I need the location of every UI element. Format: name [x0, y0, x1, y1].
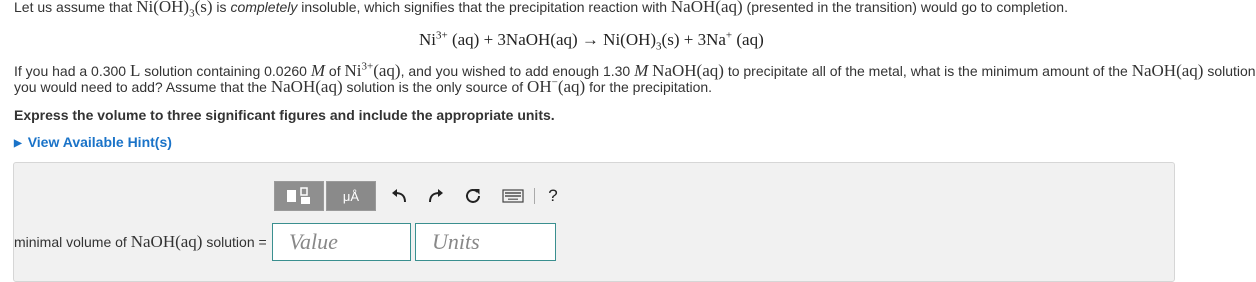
- text: you would need to add? Assume that the: [14, 79, 267, 95]
- formula-part: Ni(OH): [136, 0, 190, 16]
- formula-naoh: NaOH(aq): [130, 232, 203, 251]
- answer-panel: [13, 162, 1175, 282]
- formula-naoh: NaOH(aq): [270, 77, 343, 96]
- text: minimal volume of: [14, 234, 127, 250]
- mu-angstrom-label: μÅ: [342, 188, 360, 204]
- formula-sub: 3: [189, 7, 195, 20]
- text: is: [216, 0, 227, 15]
- formula-part: (aq): [373, 61, 401, 80]
- formula-part: OH: [527, 77, 552, 96]
- templates-icon[interactable]: [274, 181, 324, 211]
- eq-part: (aq): [736, 30, 764, 49]
- text: , and you wished to add enough 1.30: [400, 63, 631, 79]
- formula-oh: [527, 77, 585, 96]
- formula-part: Ni: [344, 61, 362, 80]
- formula-charge: −: [551, 76, 558, 89]
- unit-molar: M: [310, 61, 326, 80]
- unit-molar: M: [634, 61, 649, 80]
- formula-part: (s): [194, 0, 213, 16]
- formula-part: (aq): [557, 77, 586, 96]
- formula-naoh: NaOH(aq): [1131, 61, 1204, 80]
- formula-nioh3: [136, 0, 213, 20]
- eq-charge: 3+: [436, 29, 448, 42]
- formula-charge: 3+: [361, 60, 374, 73]
- formula-naoh: NaOH(aq): [670, 0, 743, 16]
- caret-right-icon: ▶: [14, 138, 22, 149]
- eq-part: Ni: [419, 30, 436, 49]
- text: insoluble, which signifies that the precipitation reaction with: [301, 0, 668, 15]
- answer-toolbar: [274, 181, 567, 211]
- units-mu-angstrom-icon[interactable]: [326, 181, 376, 211]
- formula-naoh: NaOH(aq): [652, 61, 724, 80]
- question-body-line2: [14, 78, 712, 96]
- instruction-text: Express the volume to three significant figures and include the appropriate units.: [14, 107, 555, 123]
- help-label: ?: [548, 186, 558, 205]
- redo-icon[interactable]: [422, 181, 450, 211]
- text: for the precipitation.: [589, 79, 713, 95]
- question-intro: [14, 0, 1068, 20]
- help-icon[interactable]: [539, 181, 567, 211]
- reaction-equation: [419, 29, 764, 53]
- keyboard-icon[interactable]: [496, 181, 530, 211]
- answer-label: [14, 232, 267, 252]
- unit-liter: L: [129, 61, 141, 80]
- text: If you had a 0.300: [14, 63, 127, 79]
- undo-icon[interactable]: [385, 181, 413, 211]
- text: solution: [1207, 63, 1256, 79]
- text: of: [328, 63, 341, 79]
- value-input[interactable]: Value: [272, 223, 411, 261]
- toolbar-divider: [534, 188, 535, 204]
- eq-charge: +: [725, 29, 733, 42]
- text: Let us assume that: [14, 0, 133, 15]
- text: solution containing 0.0260: [144, 63, 307, 79]
- eq-sub: 3: [656, 40, 662, 53]
- text: (presented in the transition) would go to completion.: [746, 0, 1068, 15]
- eq-part: (aq) + 3NaOH(aq) → Ni(OH): [451, 30, 657, 49]
- units-input[interactable]: Units: [415, 223, 556, 261]
- eq-part: (s) + 3Na: [661, 30, 726, 49]
- text: solution =: [206, 234, 267, 250]
- text: to precipitate all of the metal, what is the minimum amount of the: [727, 63, 1128, 79]
- view-hints-link[interactable]: [14, 134, 172, 150]
- hint-link-label: View Available Hint(s): [27, 134, 172, 150]
- emphasis: completely: [230, 0, 298, 15]
- reset-icon[interactable]: [459, 181, 487, 211]
- text: solution is the only source of: [346, 79, 524, 95]
